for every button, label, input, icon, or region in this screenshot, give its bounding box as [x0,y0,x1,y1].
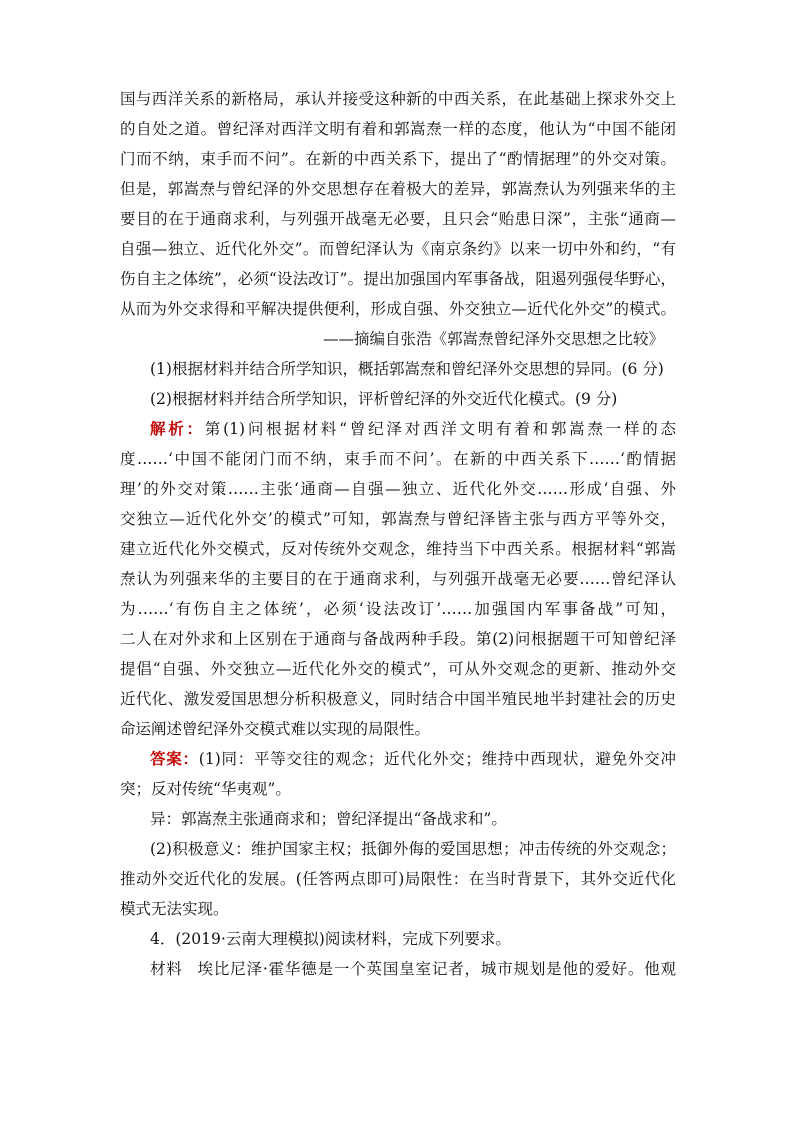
text-line: 为……‘有伤自主之体统’，必须‘设法改订’……加强国内军事备战”可知， [120,600,676,618]
next-material-label: 材料 [150,960,183,978]
material-paragraph [120,84,676,324]
text-line: 突；反对传统“华夷观”。 [120,780,291,798]
text-line: 焘认为列强来华的主要目的在于通商求利，与列强开战毫无必要……曾纪泽认 [120,570,676,588]
next-question-heading: 4．(2019·云南大理模拟)阅读材料，完成下列要求。 [150,930,511,948]
text-line: 的自处之道。曾纪泽对西洋文明有着和郭嵩焘一样的态度，他认为“中国不能闭 [120,120,676,138]
analysis-first-line [120,414,676,444]
analysis-label: 解析： [150,419,205,438]
text-line: 度……‘中国不能闭门而不纳，束手而不问’。在新的中西关系下……‘酌情据 [120,450,676,468]
text-line: (2)积极意义：维护国家主权；抵御外侮的爱国思想；冲击传统的外交观念； [150,840,676,858]
text-line: 模式无法实现。 [120,900,229,918]
text-line: 推动外交近代化的发展。(任答两点即可)局限性：在当时背景下，其外交近代化 [120,870,676,888]
text-line: 二人在对外求和上区别在于通商与备战两种手段。第(2)问根据题干可知曾纪泽 [120,630,676,648]
text-line: 国与西洋关系的新格局，承认并接受这种新的中西关系，在此基础上探求外交上 [120,90,676,108]
text-line: 从而为外交求得和平解决提供便利，形成自强、外交独立—近代化外交”的模式。 [120,300,676,318]
text-line: 理’的外交对策……主张‘通商—自强—独立、近代化外交……形成‘自强、外 [120,480,676,498]
text-line: 但是，郭嵩焘与曾纪泽的外交思想存在着极大的差异，郭嵩焘认为列强来华的主 [120,180,676,198]
material-source: ——摘编自张浩《郭嵩焘曾纪泽外交思想之比较》 [322,330,664,348]
document-page [120,84,676,984]
answer-section [120,744,676,924]
text-line: 提倡“自强、外交独立—近代化外交的模式”，可从外交观念的更新、推动外交 [120,660,676,678]
text-line: 交独立—近代化外交’的模式”可知，郭嵩焘与曾纪泽皆主张与西方平等外交， [120,510,676,528]
text-line: 伤自主之体统”，必须“设法改订”。提出加强国内军事备战，阻遏列强侵华野心， [120,270,676,288]
analysis-text: 第(1)问根据材料“曾纪泽对西洋文明有着和郭嵩焘一样的态 [204,420,676,438]
question-2: (2)根据材料并结合所学知识，评析曾纪泽的外交近代化模式。(9 分) [150,390,618,408]
text-line: 异：郭嵩焘主张通商求和；曾纪泽提出“备战求和”。 [150,810,507,828]
analysis-section [120,414,676,744]
answer-label: 答案： [150,749,199,768]
text-line: 自强—独立、近代化外交”。而曾纪泽认为《南京条约》以来一切中外和约，“有 [120,240,676,258]
text-line: 命运阐述曾纪泽外交模式难以实现的局限性。 [120,720,431,738]
text-line: 近代化、激发爱国思想分析积极意义，同时结合中国半殖民地半封建社会的历史 [120,690,676,708]
answer-text: (1)同：平等交往的观念；近代化外交；维持中西现状，避免外交冲 [198,750,676,768]
next-material-line [120,954,676,984]
answer-first-line [120,744,676,774]
next-material-text: 埃比尼泽·霍华德是一个英国皇室记者，城市规划是他的爱好。他观 [196,960,676,978]
question-1: (1)根据材料并结合所学知识，概括郭嵩焘和曾纪泽外交思想的异同。(6 分) [150,360,664,378]
text-line: 建立近代化外交模式，反对传统外交观念，维持当下中西关系。根据材料“郭嵩 [120,540,676,558]
text-line: 要目的在于通商求利，与列强开战毫无必要，且只会“贻患日深”，主张“通商— [120,210,676,228]
text-line: 门而不纳，束手而不问”。在新的中西关系下，提出了“酌情据理”的外交对策。 [120,150,676,168]
